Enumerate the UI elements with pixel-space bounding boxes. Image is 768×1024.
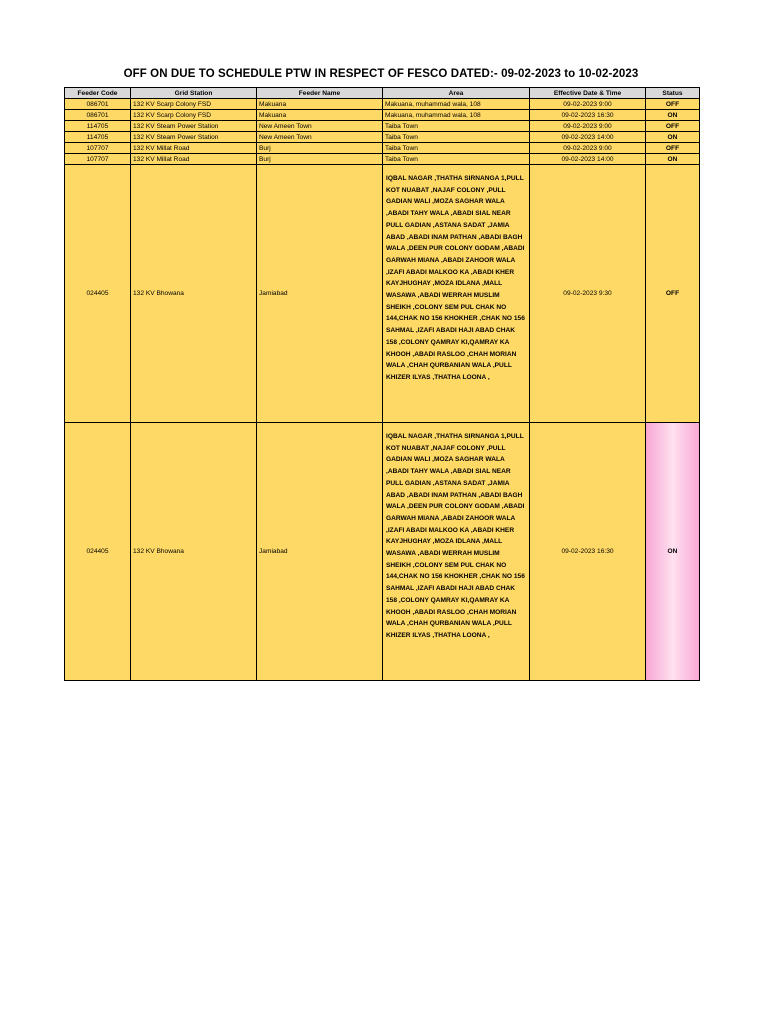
- area-cell: Makuana, muhammad wala, 108: [383, 110, 530, 121]
- area-cell: IQBAL NAGAR ,THATHA SIRNANGA 1,PULL KOT NUABAT ,NAJAF COLONY ,PULL GADIAN WALI ,MOZA SAGHAR WALA ,ABADI TAHY WALA ,ABADI SIAL NEAR PULL GADIAN ,ASTANA SADAT ,JAMIA ABAD ,ABADI INAM PATHAN ,ABADI BAGH WALA ,DEEN PUR COLONY GODAM ,ABADI GARWAH MIANA ,ABADI ZAHOOR WALA ,IZAFI ABADI MALKOO KA ,ABADI KHER KAYJHUGHAY ,MOZA IDLANA ,MALL WASAWA ,ABADI WERRAH MUSLIM SHEIKH ,COLONY SEM PUL CHAK NO 144,CHAK NO 156 KHOKHER ,CHAK NO 156 SAHMAL ,IZAFI ABADI HAJI ABAD CHAK 158 ,COLONY QAMRAY KI,QAMRAY KA KHOOH ,ABADI RASLOO ,CHAH MORIAN WALA ,CHAH QURBANIAN WALA ,PULL KHIZER ILYAS ,THATHA LOONA ,: [383, 423, 530, 681]
- area-cell: Makuana, muhammad wala, 108: [383, 99, 530, 110]
- status-cell: ON: [646, 423, 700, 681]
- table-row: [65, 99, 700, 110]
- feeder-name-cell: Makuana: [257, 110, 383, 121]
- table-row: [65, 121, 700, 132]
- area-cell: Taiba Town: [383, 154, 530, 165]
- table-row: [65, 423, 700, 681]
- header-status: Status: [646, 88, 700, 99]
- table-row: [65, 110, 700, 121]
- grid-station-cell: 132 KV Scarp Colony FSD: [131, 99, 257, 110]
- status-cell: OFF: [646, 165, 700, 423]
- feeder-name-cell: New Ameen Town: [257, 121, 383, 132]
- header-feeder-name: Feeder Name: [257, 88, 383, 99]
- grid-station-cell: 132 KV Steam Power Station: [131, 132, 257, 143]
- feeder-name-cell: Burj: [257, 154, 383, 165]
- area-cell: IQBAL NAGAR ,THATHA SIRNANGA 1,PULL KOT NUABAT ,NAJAF COLONY ,PULL GADIAN WALI ,MOZA SAGHAR WALA ,ABADI TAHY WALA ,ABADI SIAL NEAR PULL GADIAN ,ASTANA SADAT ,JAMIA ABAD ,ABADI INAM PATHAN ,ABADI BAGH WALA ,DEEN PUR COLONY GODAM ,ABADI GARWAH MIANA ,ABADI ZAHOOR WALA ,IZAFI ABADI MALKOO KA ,ABADI KHER KAYJHUGHAY ,MOZA IDLANA ,MALL WASAWA ,ABADI WERRAH MUSLIM SHEIKH ,COLONY SEM PUL CHAK NO 144,CHAK NO 156 KHOKHER ,CHAK NO 156 SAHMAL ,IZAFI ABADI HAJI ABAD CHAK 158 ,COLONY QAMRAY KI,QAMRAY KA KHOOH ,ABADI RASLOO ,CHAH MORIAN WALA ,CHAH QURBANIAN WALA ,PULL KHIZER ILYAS ,THATHA LOONA ,: [383, 165, 530, 423]
- table-row: [65, 165, 700, 423]
- grid-station-cell: 132 KV Bhowana: [131, 423, 257, 681]
- status-cell: ON: [646, 154, 700, 165]
- effective-date-cell: 09-02-2023 14:00: [530, 132, 646, 143]
- grid-station-cell: 132 KV Millat Road: [131, 154, 257, 165]
- feeder-name-cell: Jamiabad: [257, 165, 383, 423]
- effective-date-cell: 09-02-2023 9:00: [530, 99, 646, 110]
- area-cell: Taiba Town: [383, 121, 530, 132]
- feeder-code-cell: 024405: [65, 423, 131, 681]
- feeder-code-cell: 024405: [65, 165, 131, 423]
- header-effective-date-time: Effective Date & Time: [530, 88, 646, 99]
- schedule-table: [64, 87, 700, 681]
- header-grid-station: Grid Station: [131, 88, 257, 99]
- effective-date-cell: 09-02-2023 16:30: [530, 110, 646, 121]
- grid-station-cell: 132 KV Bhowana: [131, 165, 257, 423]
- header-feeder-code: Feeder Code: [65, 88, 131, 99]
- feeder-name-cell: Makuana: [257, 99, 383, 110]
- effective-date-cell: 09-02-2023 14:00: [530, 154, 646, 165]
- grid-station-cell: 132 KV Millat Road: [131, 143, 257, 154]
- status-cell: OFF: [646, 99, 700, 110]
- status-cell: OFF: [646, 121, 700, 132]
- area-cell: Taiba Town: [383, 143, 530, 154]
- effective-date-cell: 09-02-2023 9:30: [530, 165, 646, 423]
- table-row: [65, 132, 700, 143]
- effective-date-cell: 09-02-2023 9:00: [530, 143, 646, 154]
- feeder-code-cell: 107707: [65, 143, 131, 154]
- effective-date-cell: 09-02-2023 16:30: [530, 423, 646, 681]
- table-row: [65, 143, 700, 154]
- status-cell: ON: [646, 132, 700, 143]
- header-row: [65, 88, 700, 99]
- effective-date-cell: 09-02-2023 9:00: [530, 121, 646, 132]
- feeder-code-cell: 114705: [65, 121, 131, 132]
- feeder-code-cell: 107707: [65, 154, 131, 165]
- status-cell: ON: [646, 110, 700, 121]
- feeder-name-cell: New Ameen Town: [257, 132, 383, 143]
- feeder-code-cell: 114705: [65, 132, 131, 143]
- feeder-name-cell: Jamiabad: [257, 423, 383, 681]
- feeder-code-cell: 086701: [65, 110, 131, 121]
- header-area: Area: [383, 88, 530, 99]
- status-cell: OFF: [646, 143, 700, 154]
- grid-station-cell: 132 KV Steam Power Station: [131, 121, 257, 132]
- page-title: OFF ON DUE TO SCHEDULE PTW IN RESPECT OF FESCO DATED:- 09-02-2023 to 10-02-2023: [123, 68, 639, 80]
- table-row: [65, 154, 700, 165]
- feeder-code-cell: 086701: [65, 99, 131, 110]
- area-cell: Taiba Town: [383, 132, 530, 143]
- feeder-name-cell: Burj: [257, 143, 383, 154]
- grid-station-cell: 132 KV Scarp Colony FSD: [131, 110, 257, 121]
